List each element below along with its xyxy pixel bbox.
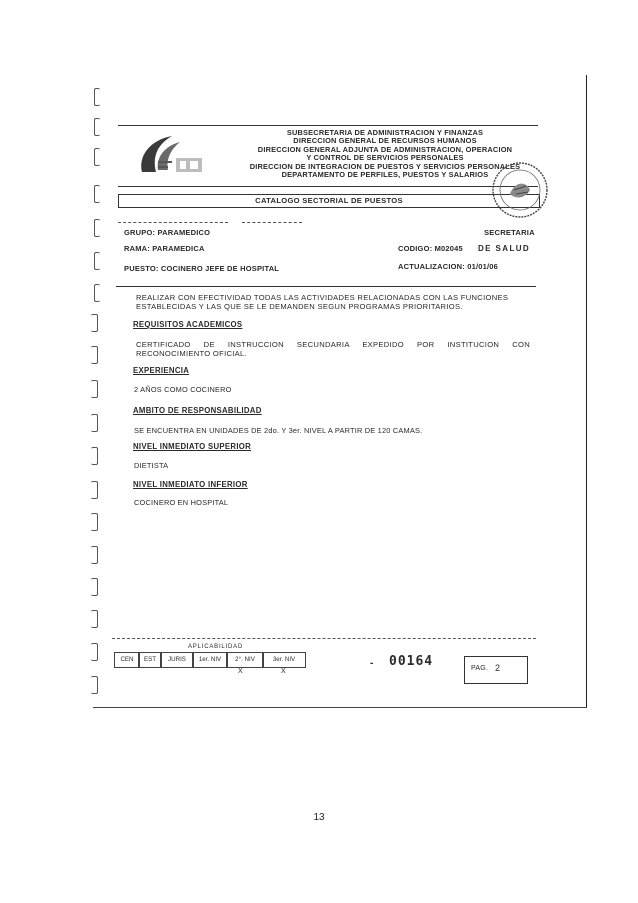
binder-hole [91, 676, 98, 694]
official-seal [490, 160, 550, 220]
rama-label: RAMA: PARAMEDICA [124, 244, 205, 253]
actualizacion-label: ACTUALIZACION: 01/01/06 [398, 262, 499, 271]
de-salud-label: DE SALUD [478, 244, 531, 253]
body-top-rule [116, 286, 536, 287]
section-title-inferior: NIVEL INMEDIATO INFERIOR [133, 480, 248, 489]
header-text [240, 129, 530, 179]
footer-dashed-rule [112, 638, 536, 639]
header-line: DIRECCION DE INTEGRACION DE PUESTOS Y SERVICIOS PERSONALES [249, 161, 521, 171]
section-title-superior: NIVEL INMEDIATO SUPERIOR [133, 442, 252, 451]
pag-value: 2 [495, 663, 501, 673]
catalog-title: CATALOGO SECTORIAL DE PUESTOS [255, 196, 403, 205]
codigo-label: CODIGO: M02045 [398, 244, 463, 253]
aplicabilidad-label: APLICABILIDAD [188, 644, 244, 650]
section-text-inferior: COCINERO EN HOSPITAL [134, 498, 229, 507]
section-text-ambito: SE ENCUENTRA EN UNIDADES DE 2do. Y 3er. NIVEL A PARTIR DE 120 CAMAS. [134, 426, 423, 435]
header-line: DIRECCION GENERAL ADJUNTA DE ADMINISTRACION, OPERACION [257, 144, 513, 154]
binder-hole [91, 546, 98, 564]
binder-hole [91, 481, 98, 499]
binder-hole [94, 185, 100, 203]
binder-hole [91, 380, 98, 398]
binder-hole [94, 284, 100, 302]
header-line: Y CONTROL DE SERVICIOS PERSONALES [306, 153, 464, 163]
page-number: 13 [313, 812, 325, 823]
dashed-rule [242, 222, 302, 223]
apl-mark-3er-niv: X [281, 668, 286, 675]
binder-hole [91, 513, 98, 531]
section-text-experiencia: 2 AÑOS COMO COCINERO [134, 385, 232, 394]
pag-label: PAG. [471, 665, 489, 672]
puesto-label: PUESTO: COCINERO JEFE DE HOSPITAL [124, 264, 280, 273]
binder-hole [91, 447, 98, 465]
grupo-label: GRUPO: PARAMEDICO [124, 228, 211, 237]
header-line: DEPARTAMENTO DE PERFILES, PUESTOS Y SALARIOS [281, 170, 489, 180]
binder-hole [94, 219, 100, 237]
section-title-requisitos: REQUISITOS ACADEMICOS [133, 320, 243, 329]
apl-cell-3er-niv: 3er. NIV [262, 652, 306, 668]
scan-right-edge [586, 75, 587, 708]
apl-cell-cen: CEN [114, 652, 140, 668]
section-text-superior: DIETISTA [134, 461, 169, 470]
objetivo-text: REALIZAR CON EFECTIVIDAD TODAS LAS ACTIVIDADES RELACIONADAS CON LAS FUNCIONES ESTABLECIDAS Y LAS QUE SE LE DEMANDEN SEGUN PROGRAMAS PRIORITARIOS. [136, 293, 509, 311]
section-text-requisitos: CERTIFICADO DE INSTRUCCION SECUNDARIA EXPEDIDO POR INSTITUCION CON RECONOCIMIENTO OFICIAL. [136, 340, 530, 358]
header-line: SUBSECRETARIA DE ADMINISTRACION Y FINANZAS [286, 128, 484, 137]
apl-mark-2-niv: X [238, 668, 243, 675]
scan-bottom-edge [93, 707, 587, 708]
binder-hole [94, 252, 100, 270]
apl-cell-juris: JURIS [160, 652, 194, 668]
catalog-title-box [118, 194, 540, 208]
apl-cell-est: EST [138, 652, 162, 668]
binder-hole [91, 346, 98, 364]
page-box [464, 656, 528, 684]
binder-hole [91, 643, 98, 661]
binder-hole [91, 578, 98, 596]
secretaria-label: SECRETARIA [484, 228, 535, 237]
section-title-ambito: AMBITO DE RESPONSABILIDAD [133, 406, 262, 415]
binder-hole [91, 314, 98, 332]
header-line: DIRECCION GENERAL DE RECURSOS HUMANOS [293, 136, 477, 146]
binder-hole [94, 88, 100, 106]
binder-hole [94, 148, 100, 166]
apl-cell-1er-niv: 1er. NIV [192, 652, 228, 668]
binder-hole [91, 610, 98, 628]
folio-dash: - [370, 658, 374, 669]
folio-number: 00164 [389, 654, 434, 669]
dashed-rule [118, 222, 228, 223]
apl-cell-2-niv: 2°. NIV [226, 652, 264, 668]
section-title-experiencia: EXPERIENCIA [133, 366, 190, 375]
binder-hole [94, 118, 100, 136]
binder-hole [91, 414, 98, 432]
ssa-logo [128, 128, 208, 180]
